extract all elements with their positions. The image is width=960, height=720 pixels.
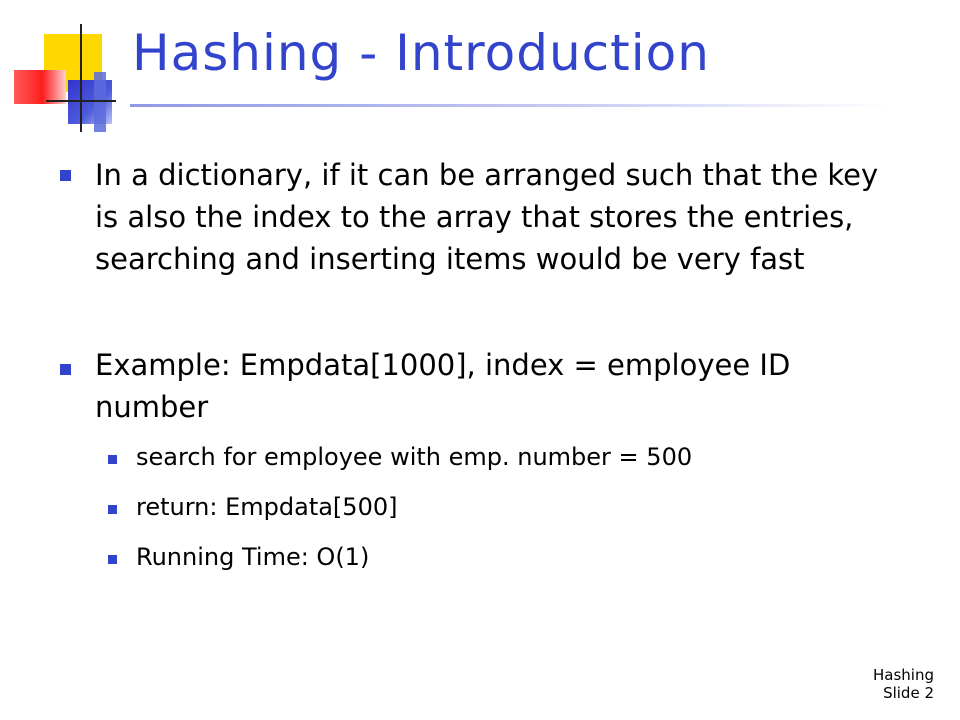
sub-bullet-text: search for employee with emp. number = 500 — [136, 443, 693, 471]
logo-blue-bar — [94, 72, 106, 132]
logo-horizontal-line — [46, 100, 116, 102]
sub-bullet-marker — [108, 455, 117, 464]
logo-vertical-line — [80, 24, 82, 132]
logo-red-square — [14, 70, 66, 104]
sub-bullet-marker — [108, 555, 117, 564]
slide-footer — [873, 666, 934, 702]
sub-bullet-text: return: Empdata[500] — [136, 493, 398, 521]
sub-bullet-text: Running Time: O(1) — [136, 543, 370, 571]
bullet-marker — [60, 364, 71, 375]
bullet-text: Example: Empdata[1000], index = employee ID number — [95, 348, 791, 424]
footer-slide-number: Slide 2 — [883, 684, 934, 702]
bullet-marker — [60, 170, 71, 181]
bullet-text: In a dictionary, if it can be arranged such that the key is also the index to the array that stores the entries, searching and inserting items would be very fast — [95, 158, 879, 276]
slide-title: Hashing - Introduction — [132, 24, 710, 82]
sub-bullet-marker — [108, 505, 117, 514]
title-underline — [130, 104, 890, 107]
decorative-logo — [0, 0, 140, 140]
footer-deck-name: Hashing — [873, 666, 934, 684]
